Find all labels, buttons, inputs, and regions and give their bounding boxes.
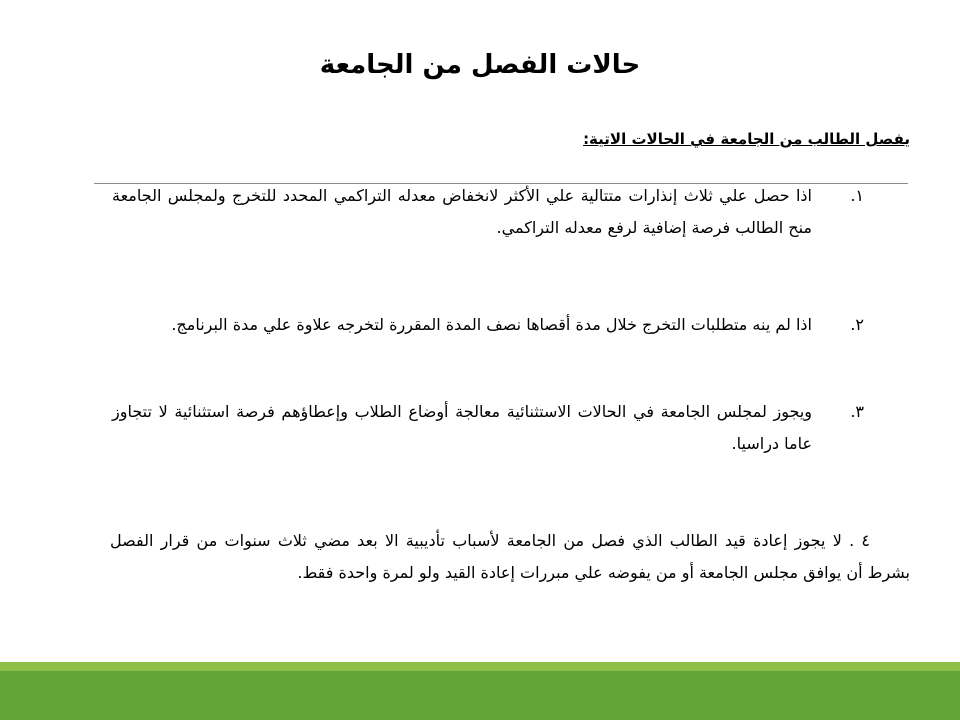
list-item: [112, 396, 864, 460]
list-item-number: ٢.: [850, 315, 864, 334]
list-item-text: ويجوز لمجلس الجامعة في الحالات الاستثنائية معالجة أوضاع الطلاب وإعطاؤهم فرصة استثنائية لا تتجاوز عاما دراسيا.: [112, 402, 812, 453]
list-item-number: ٣.: [850, 402, 864, 421]
footer-band-light: [0, 662, 960, 671]
slide-title: حالات الفصل من الجامعة: [319, 50, 641, 80]
list-item: [112, 180, 864, 244]
list-item: [112, 309, 864, 341]
list-item: [110, 525, 910, 589]
intro-heading: يفصل الطالب من الجامعة في الحالات الاتية:: [583, 130, 910, 148]
list-item-text: [110, 525, 910, 589]
footer-band-dark: [0, 671, 960, 720]
list-item-body: . لا يجوز إعادة قيد الطالب الذي فصل من الجامعة لأسباب تأديبية الا بعد مضي ثلاث سنوات من قرار الفصل بشرط أن يوافق مجلس الجامعة أو من يفوضه علي مبررات إعادة القيد ولو لمرة واحدة فقط.: [110, 531, 910, 582]
list-item-number: ٤: [861, 531, 870, 550]
list-item-text: اذا لم ينه متطلبات التخرج خلال مدة أقصاها نصف المدة المقررة لتخرجه علاوة علي مدة البرنامج.: [171, 315, 812, 334]
list-item-text: اذا حصل علي ثلاث إنذارات متتالية علي الأكثر لانخفاض معدله التراكمي المحدد للتخرج ولمجلس الجامعة منح الطالب فرصة إضافية لرفع معدله التراكمي.: [112, 186, 812, 237]
list-item-number: ١.: [850, 186, 864, 205]
